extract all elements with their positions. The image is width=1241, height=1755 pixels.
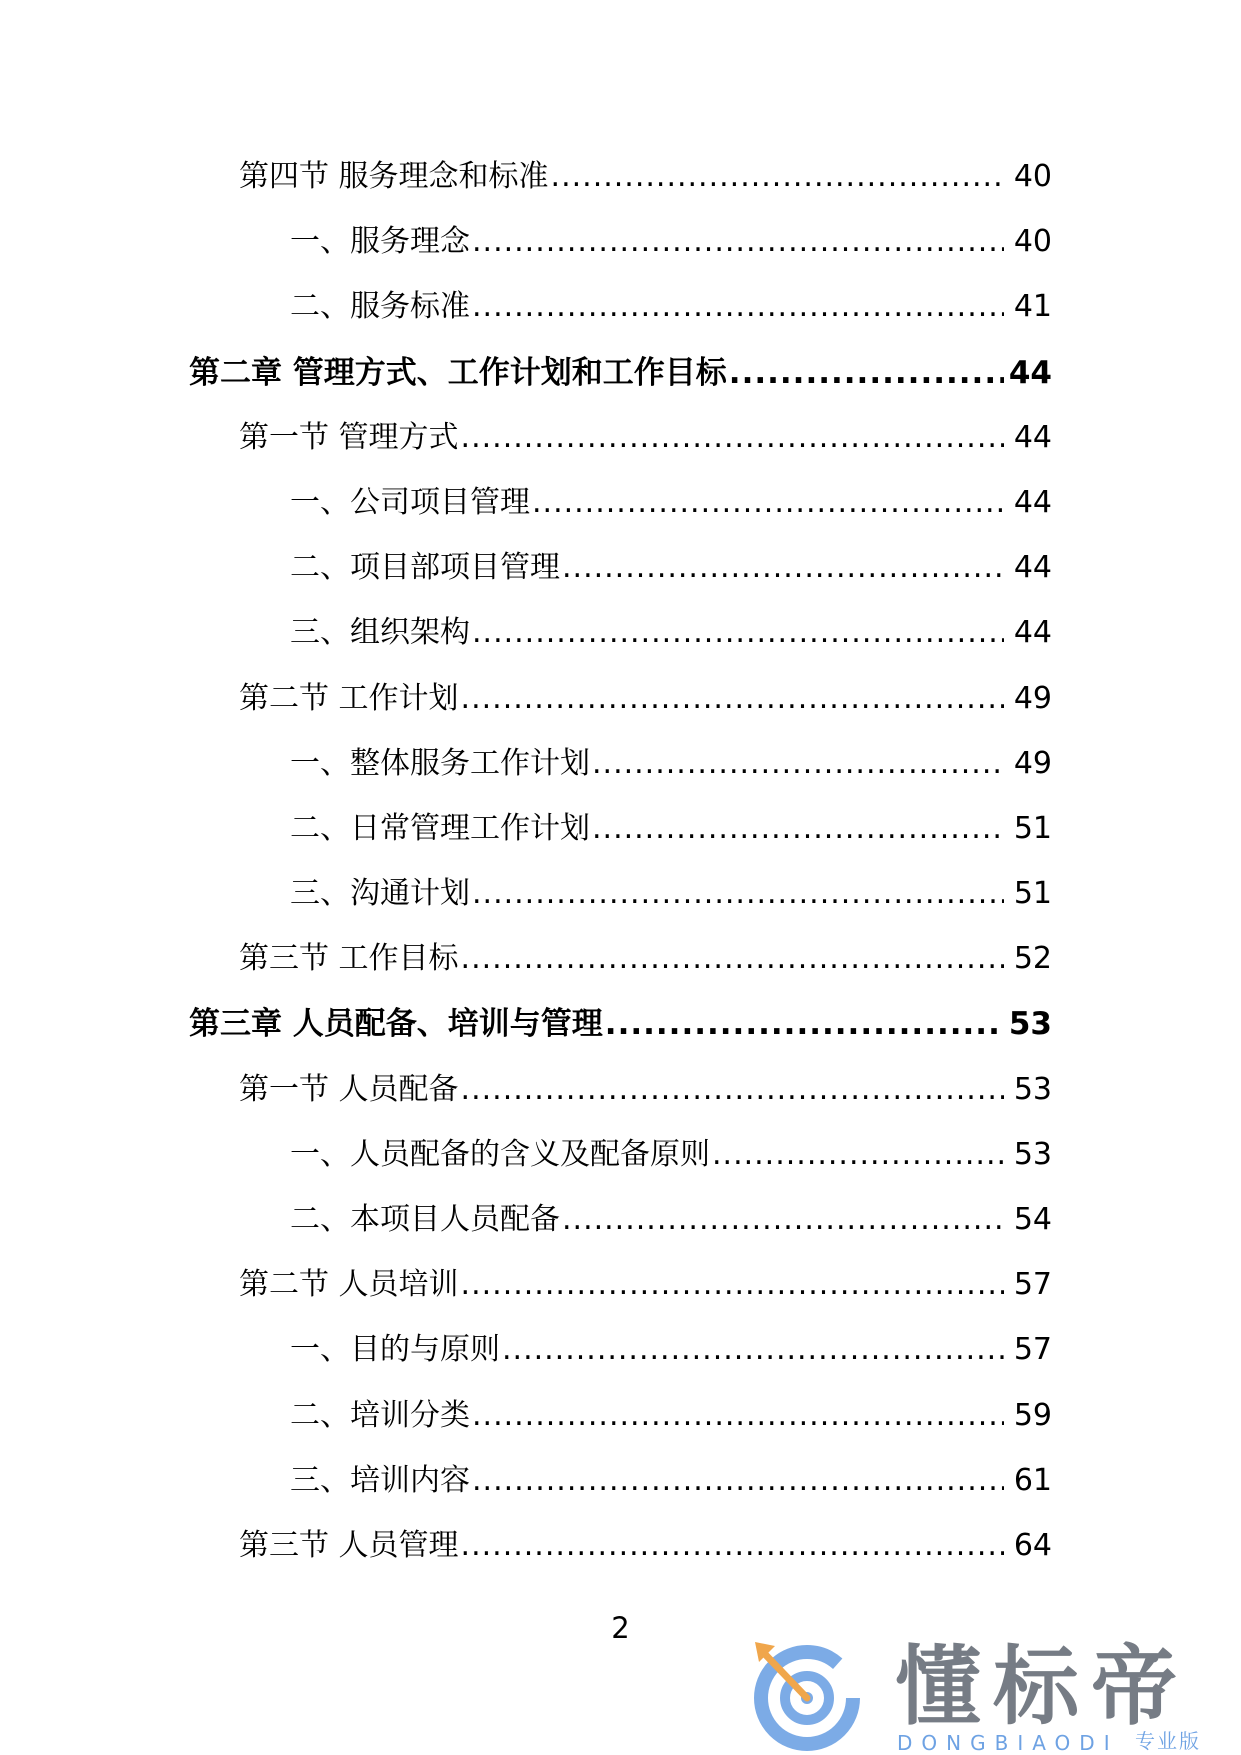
- toc-chapter-entry[interactable]: [0, 355, 1241, 420]
- toc-entry[interactable]: [0, 681, 1241, 746]
- toc-entry[interactable]: [0, 1528, 1241, 1593]
- toc-entry-title: 三、沟通计划: [290, 876, 470, 912]
- toc-dot-leader: [472, 615, 1004, 651]
- toc-entry[interactable]: [0, 1137, 1241, 1202]
- toc-entry-title: 第三节 工作目标: [239, 941, 459, 977]
- toc-entry-page: 41: [1004, 289, 1052, 325]
- toc-dot-leader: [551, 159, 1004, 195]
- toc-dot-leader: [461, 1267, 1004, 1303]
- toc-entry-title: 第二节 工作计划: [239, 680, 459, 716]
- watermark-brand: 懂标帝: [895, 1637, 1189, 1737]
- toc-entry-title: 一、人员配备的含义及配备原则: [290, 1136, 710, 1172]
- toc-entry-page: 51: [1004, 811, 1052, 847]
- toc-dot-leader: [472, 876, 1004, 912]
- toc-entry[interactable]: [0, 876, 1241, 941]
- toc-dot-leader: [712, 1137, 1004, 1173]
- toc-dot-leader: [562, 550, 1004, 586]
- toc-dot-leader: [472, 289, 1004, 325]
- toc-entry-page: 59: [1004, 1398, 1052, 1434]
- toc-entry[interactable]: [0, 1072, 1241, 1137]
- toc-entry[interactable]: [0, 1463, 1241, 1528]
- toc-entry-page: 61: [1004, 1463, 1052, 1499]
- target-logo-icon: [745, 1636, 865, 1752]
- toc-entry-title: 第三节 人员管理: [239, 1527, 459, 1563]
- toc-entry[interactable]: [0, 485, 1241, 550]
- toc-entry-page: 53: [1004, 1072, 1052, 1108]
- toc-entry-title: 三、培训内容: [290, 1462, 470, 1498]
- watermark: [745, 1636, 1235, 1755]
- toc-dot-leader: [532, 485, 1004, 521]
- toc-dot-leader: [472, 1463, 1004, 1499]
- toc-entry-page: 40: [1004, 159, 1052, 195]
- toc-entry-title: 第四节 服务理念和标准: [239, 159, 549, 194]
- toc-dot-leader: [502, 1332, 1004, 1368]
- toc-entry-page: 52: [1004, 941, 1052, 977]
- toc-entry-title: 一、整体服务工作计划: [290, 745, 590, 781]
- toc-entry-page: 53: [1004, 1006, 1052, 1042]
- toc-entry-title: 二、项目部项目管理: [290, 550, 560, 586]
- toc-entry[interactable]: [0, 1398, 1241, 1463]
- toc-entry[interactable]: [0, 811, 1241, 876]
- toc-entry-title: 第一节 管理方式: [239, 419, 459, 455]
- toc-entry-page: 44: [1004, 550, 1052, 586]
- toc-entry-page: 51: [1004, 876, 1052, 912]
- toc-entry[interactable]: [0, 550, 1241, 615]
- toc-entry[interactable]: [0, 615, 1241, 680]
- toc-entry-page: 53: [1004, 1137, 1052, 1173]
- toc-dot-leader: [461, 681, 1004, 717]
- toc-dot-leader: [562, 1202, 1004, 1238]
- toc-entry-page: 44: [1004, 615, 1052, 651]
- toc-entry-page: 57: [1004, 1332, 1052, 1368]
- toc-entry-title: 一、目的与原则: [290, 1332, 500, 1368]
- toc-dot-leader: [605, 1006, 1004, 1042]
- toc-entry-title: 二、日常管理工作计划: [290, 810, 590, 846]
- toc-entry-page: 57: [1004, 1267, 1052, 1303]
- toc-entry-title: 二、培训分类: [290, 1397, 470, 1433]
- toc-entry[interactable]: [0, 289, 1241, 354]
- toc-entry[interactable]: [0, 1202, 1241, 1267]
- toc-entry-title: 第二节 人员培训: [239, 1267, 459, 1303]
- toc-entry-title: 二、本项目人员配备: [290, 1202, 560, 1237]
- toc-entry-title: 二、服务标准: [290, 289, 470, 325]
- table-of-contents: [0, 159, 1241, 1593]
- toc-dot-leader: [592, 811, 1004, 847]
- toc-dot-leader: [461, 420, 1004, 456]
- toc-dot-leader: [461, 941, 1004, 977]
- toc-entry-title: 一、服务理念: [290, 224, 470, 260]
- watermark-subtitle: DONGBIAODI: [897, 1731, 1119, 1755]
- toc-entry-page: 44: [1004, 420, 1052, 456]
- toc-entry-title: 三、组织架构: [290, 615, 470, 651]
- toc-entry-page: 44: [1004, 355, 1052, 391]
- toc-dot-leader: [461, 1528, 1004, 1564]
- toc-entry-page: 64: [1004, 1528, 1052, 1564]
- toc-entry-page: 49: [1004, 681, 1052, 717]
- toc-entry-page: 44: [1004, 485, 1052, 521]
- watermark-edition: 专业版: [1135, 1729, 1201, 1753]
- toc-dot-leader: [729, 355, 1004, 391]
- toc-entry[interactable]: [0, 1332, 1241, 1397]
- toc-entry[interactable]: [0, 941, 1241, 1006]
- toc-entry-title: 第二章 管理方式、工作计划和工作目标: [189, 354, 727, 391]
- toc-entry-title: 一、公司项目管理: [290, 484, 530, 520]
- toc-entry-title: 第一节 人员配备: [239, 1071, 459, 1107]
- toc-entry-title: 第三章 人员配备、培训与管理: [189, 1006, 603, 1043]
- toc-dot-leader: [472, 1398, 1004, 1434]
- toc-dot-leader: [472, 224, 1004, 260]
- toc-dot-leader: [592, 746, 1004, 782]
- toc-entry-page: 40: [1004, 224, 1052, 260]
- page-number: 2: [611, 1611, 630, 1645]
- toc-entry[interactable]: [0, 420, 1241, 485]
- toc-dot-leader: [461, 1072, 1004, 1108]
- toc-entry[interactable]: [0, 159, 1241, 224]
- toc-entry[interactable]: [0, 1267, 1241, 1332]
- toc-chapter-entry[interactable]: [0, 1006, 1241, 1071]
- toc-entry[interactable]: [0, 224, 1241, 289]
- toc-entry-page: 54: [1004, 1202, 1052, 1238]
- toc-entry[interactable]: [0, 746, 1241, 811]
- toc-entry-page: 49: [1004, 746, 1052, 782]
